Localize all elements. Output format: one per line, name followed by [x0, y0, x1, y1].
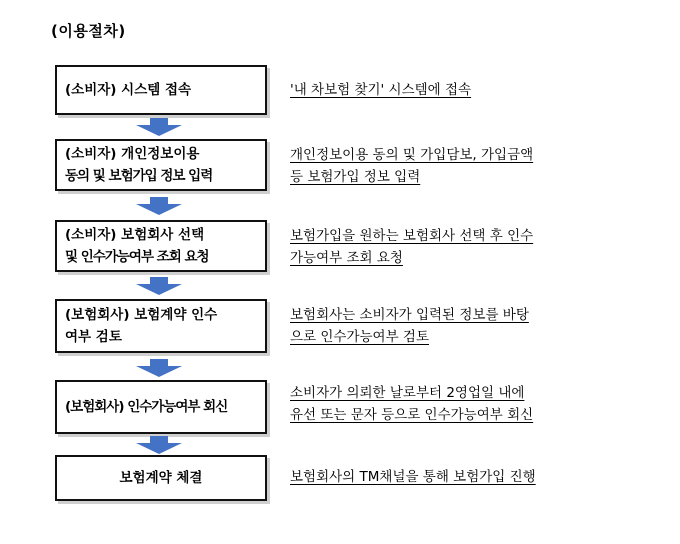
step-box-3: [55, 220, 267, 272]
step-desc-2: [290, 144, 610, 188]
step-desc-6: [290, 466, 610, 488]
step-desc-3-line-1: 보험가입을 원하는 보험회사 선택 후 인수: [290, 228, 534, 244]
down-arrow-icon: [136, 436, 182, 454]
step-box-3-line-2: 및 인수가능여부 조회 요청: [65, 249, 209, 265]
step-box-4-line-1: (보험회사) 보험계약 인수: [65, 307, 218, 323]
step-box-6-line-1: 보험계약 체결: [119, 470, 203, 486]
step-box-2-line-2: 동의 및 보험가입 정보 입력: [65, 168, 213, 184]
step-desc-2-line-2: 등 보험가입 정보 입력: [290, 169, 421, 185]
step-desc-5-line-1: 소비자가 의뢰한 날로부터 2영업일 내에: [290, 385, 525, 401]
step-desc-1-line-1: '내 차보험 찾기' 시스템에 접속: [290, 82, 472, 98]
step-desc-2-line-1: 개인정보이용 동의 및 가입담보, 가입금액: [290, 147, 534, 163]
step-box-5-line-1: (보험회사) 인수가능여부 회신: [65, 399, 228, 415]
step-desc-3-line-2: 가능여부 조회 요청: [290, 250, 403, 266]
step-desc-4: [290, 304, 610, 348]
procedure-heading: (이용절차): [51, 22, 126, 40]
step-box-2-line-1: (소비자) 개인정보이용: [65, 146, 200, 162]
step-desc-5: [290, 382, 610, 426]
step-box-4-line-2: 여부 검토: [65, 329, 122, 345]
step-box-2: [55, 139, 267, 191]
step-desc-5-line-2: 유선 또는 문자 등으로 인수가능여부 회신: [290, 407, 534, 423]
step-desc-6-line-1: 보험회사의 TM채널을 통해 보험가입 진행: [290, 469, 536, 485]
step-box-6: [55, 455, 267, 501]
step-desc-4-line-1: 보험회사는 소비자가 입력된 정보를 바탕: [290, 307, 529, 323]
down-arrow-icon: [136, 197, 182, 215]
step-box-1: [55, 65, 267, 115]
step-desc-4-line-2: 으로 인수가능여부 검토: [290, 329, 429, 345]
step-desc-1: [290, 79, 610, 101]
down-arrow-icon: [136, 277, 182, 295]
step-box-3-line-1: (소비자) 보험회사 선택: [65, 227, 205, 243]
step-box-4: [55, 299, 267, 353]
down-arrow-icon: [136, 118, 182, 136]
down-arrow-icon: [136, 359, 182, 377]
step-box-1-line-1: (소비자) 시스템 접속: [65, 82, 192, 98]
step-box-5: [55, 380, 267, 434]
step-desc-3: [290, 225, 610, 269]
